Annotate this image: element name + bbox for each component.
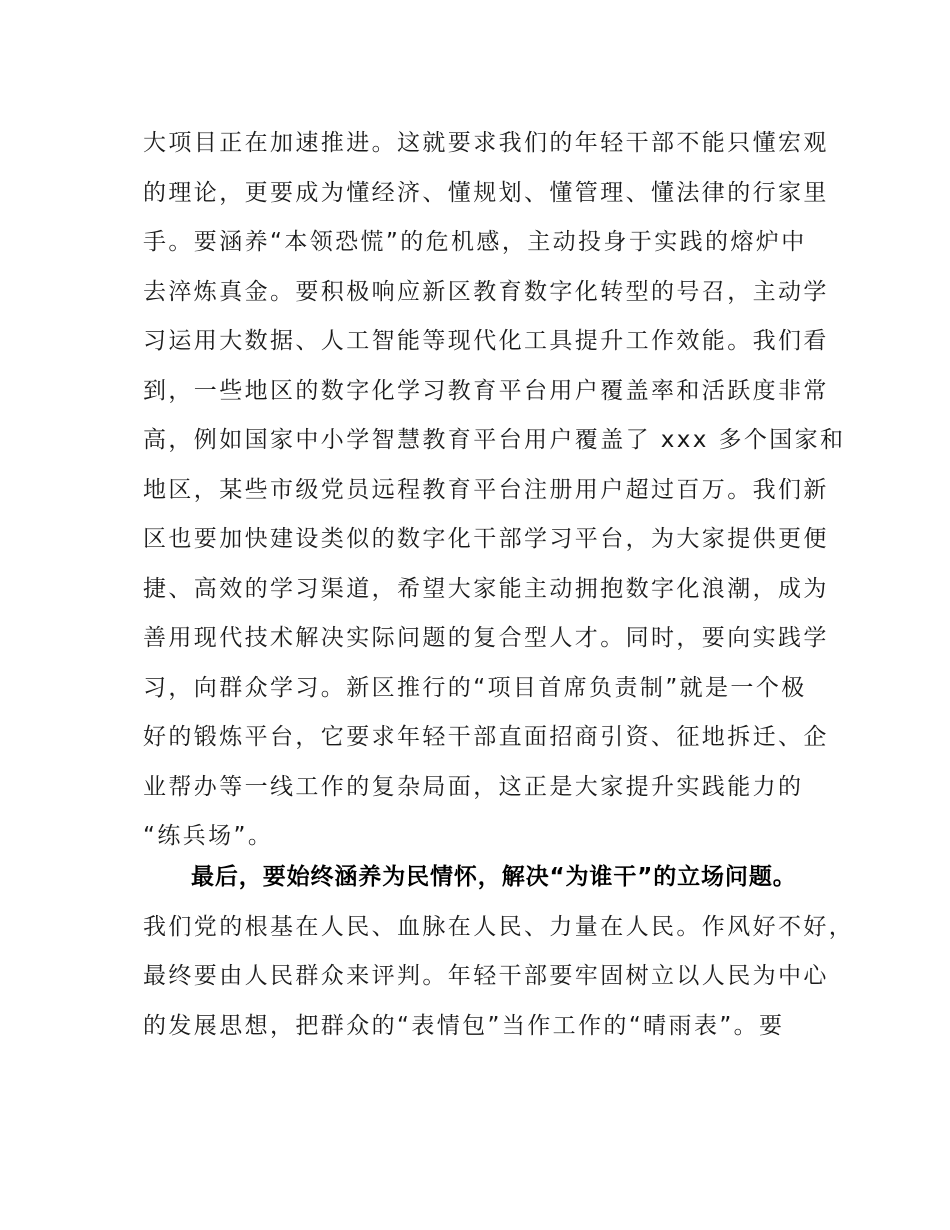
text-line: 好的锻炼平台，它要求年轻干部直面招商引资、征地拆迁、企 [143,724,829,750]
text-line: 区也要加快建设类似的数字化干部学习平台，为大家提供更便 [143,526,829,552]
text-line: 善用现代技术解决实际问题的复合型人才。同时，要向实践学 [143,625,829,651]
text-line: 捷、高效的学习渠道，希望大家能主动拥抱数字化浪潮，成为 [143,575,829,602]
text-line: “练兵场”。 [143,823,274,849]
text-line: 到，一些地区的数字化学习教育平台用户覆盖率和活跃度非常 [143,377,829,404]
text-line: 大项目正在加速推进。这就要求我们的年轻干部不能只懂宏观 [143,130,829,156]
text-line: 手。要涵养“本领恐慌”的危机感，主动投身于实践的熔炉中 [143,229,807,255]
text-line: 业帮办等一线工作的复杂局面，这正是大家提升实践能力的 [143,773,804,800]
text-line: 最终要由人民群众来评判。年轻干部要牢固树立以人民为中心 [143,963,829,989]
text-line: 地区，某些市级党员远程教育平台注册用户超过百万。我们新 [143,476,829,503]
text-line: 我们党的根基在人民、血脉在人民、力量在人民。作风好不好， [143,913,855,940]
section-heading: 最后，要始终涵养为民情怀，解决“为谁干”的立场问题。 [191,864,797,890]
text-line: 的发展思想，把群众的“表情包”当作工作的“晴雨表”。要 [143,1012,785,1039]
text-line: 习，向群众学习。新区推行的“项目首席负责制”就是一个极 [143,674,807,701]
text-line: 习运用大数据、人工智能等现代化工具提升工作效能。我们看 [143,328,829,354]
text-line: 的理论，更要成为懂经济、懂规划、懂管理、懂法律的行家里 [143,179,829,206]
text-line: 去淬炼真金。要积极响应新区教育数字化转型的号召，主动学 [143,278,829,305]
text-line: 高，例如国家中小学智慧教育平台用户覆盖了 xxx 多个国家和 [143,427,846,453]
